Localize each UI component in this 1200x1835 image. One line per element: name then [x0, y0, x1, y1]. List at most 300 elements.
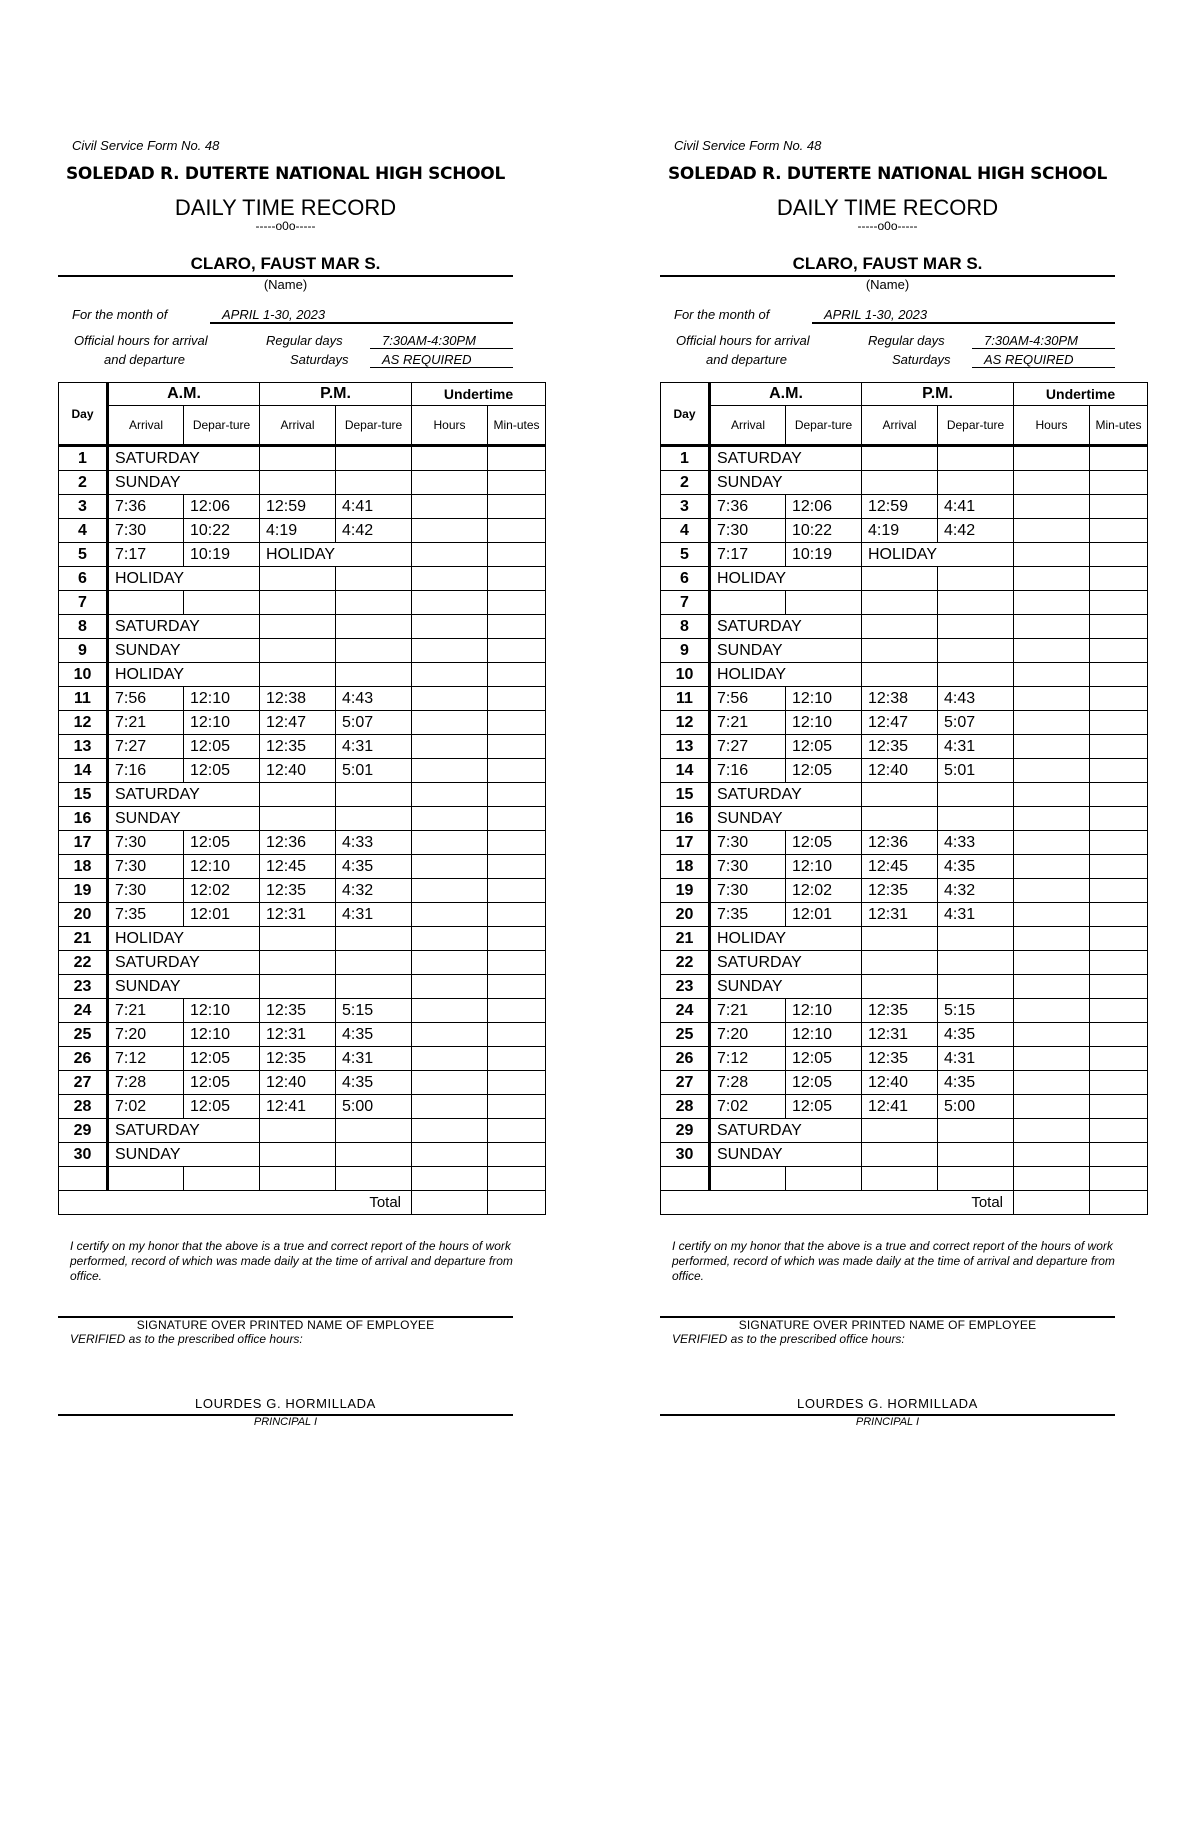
day-cell: 7 — [661, 591, 710, 615]
day-cell: 23 — [661, 975, 710, 999]
table-header-row — [661, 383, 1148, 406]
pm-departure-cell: 5:07 — [938, 711, 1014, 735]
total-row — [59, 1191, 546, 1215]
undertime-minutes-cell — [1090, 1047, 1148, 1071]
day-cell: 14 — [59, 759, 108, 783]
day-note: SATURDAY — [710, 446, 862, 471]
principal-title: PRINCIPAL I — [253, 1416, 318, 1428]
pm-note: HOLIDAY — [260, 543, 412, 567]
undertime-minutes-cell — [1090, 495, 1148, 519]
undertime-minutes-cell — [488, 1119, 546, 1143]
day-cell: 22 — [661, 951, 710, 975]
am-arrival-cell: 7:21 — [710, 711, 786, 735]
undertime-minutes-cell — [1090, 1095, 1148, 1119]
day-note: SUNDAY — [108, 639, 260, 663]
pm-departure-header: Depar-ture — [336, 406, 412, 446]
undertime-hours-cell — [412, 495, 488, 519]
pm-departure-cell — [938, 975, 1014, 999]
undertime-minutes-cell — [1090, 831, 1148, 855]
undertime-hours-cell — [1014, 591, 1090, 615]
day-cell — [59, 1167, 108, 1191]
table-body — [59, 383, 546, 1215]
table-row — [59, 759, 546, 783]
day-note: SATURDAY — [108, 951, 260, 975]
undertime-minutes-cell — [1090, 759, 1148, 783]
undertime-minutes-cell — [1090, 1071, 1148, 1095]
title-separator: -----o0o----- — [255, 219, 316, 233]
day-note: SUNDAY — [710, 471, 862, 495]
day-cell: 2 — [59, 471, 108, 495]
day-cell: 16 — [661, 807, 710, 831]
table-row — [661, 471, 1148, 495]
table-row — [59, 1143, 546, 1167]
am-arrival-cell: 7:30 — [710, 879, 786, 903]
am-arrival-cell: 7:17 — [710, 543, 786, 567]
pm-departure-cell — [336, 1119, 412, 1143]
official-hours-label-2: and departure — [706, 352, 787, 367]
school-name: SOLEDAD R. DUTERTE NATIONAL HIGH SCHOOL — [65, 164, 505, 184]
pm-arrival-cell — [862, 446, 938, 471]
pm-departure-cell: 5:00 — [938, 1095, 1014, 1119]
table-row — [661, 687, 1148, 711]
undertime-hours-cell — [1014, 687, 1090, 711]
undertime-hours-cell — [412, 831, 488, 855]
undertime-hours-cell — [1014, 495, 1090, 519]
am-departure-cell: 12:05 — [184, 1071, 260, 1095]
undertime-minutes-cell — [488, 999, 546, 1023]
pm-departure-cell — [938, 1119, 1014, 1143]
pm-arrival-cell — [260, 807, 336, 831]
am-arrival-cell: 7:21 — [108, 999, 184, 1023]
am-arrival-cell: 7:12 — [710, 1047, 786, 1071]
undertime-minutes-cell — [488, 879, 546, 903]
undertime-hours-cell — [412, 903, 488, 927]
day-note: SUNDAY — [108, 807, 260, 831]
pm-departure-cell — [938, 783, 1014, 807]
am-departure-cell: 10:22 — [184, 519, 260, 543]
am-departure-cell: 12:01 — [786, 903, 862, 927]
am-departure-cell — [184, 1167, 260, 1191]
time-record-table — [660, 382, 1148, 1215]
day-cell: 4 — [661, 519, 710, 543]
pm-departure-cell: 4:31 — [938, 735, 1014, 759]
am-arrival-cell: 7:35 — [710, 903, 786, 927]
pm-departure-cell — [336, 567, 412, 591]
page-title: DAILY TIME RECORD — [174, 195, 397, 220]
undertime-hours-cell — [1014, 783, 1090, 807]
undertime-minutes-cell — [1090, 1023, 1148, 1047]
pm-arrival-cell: 12:31 — [862, 903, 938, 927]
table-row — [59, 1071, 546, 1095]
pm-arrival-cell: 12:35 — [260, 1047, 336, 1071]
certification-text: I certify on my honor that the above is a true and correct report of the hours of work performed, record of which was made daily at the time of arrival and departure from office. — [70, 1239, 513, 1283]
table-row — [59, 615, 546, 639]
table-row — [661, 543, 1148, 567]
certification-text: I certify on my honor that the above is a true and correct report of the hours of work performed, record of which was made daily at the time of arrival and departure from office. — [672, 1239, 1115, 1283]
pm-departure-cell: 4:35 — [938, 1023, 1014, 1047]
am-departure-cell: 12:06 — [786, 495, 862, 519]
pm-arrival-cell — [260, 783, 336, 807]
pm-arrival-cell: 12:31 — [862, 1023, 938, 1047]
day-cell: 26 — [59, 1047, 108, 1071]
pm-arrival-cell: 12:47 — [862, 711, 938, 735]
undertime-minutes-cell — [1090, 591, 1148, 615]
pm-arrival-cell — [260, 446, 336, 471]
undertime-hours-cell — [1014, 639, 1090, 663]
day-note: SUNDAY — [710, 1143, 862, 1167]
minutes-header: Min-utes — [488, 406, 546, 446]
pm-arrival-cell: 12:35 — [260, 879, 336, 903]
table-row — [59, 663, 546, 687]
undertime-minutes-cell — [1090, 1143, 1148, 1167]
pm-arrival-cell: 12:59 — [862, 495, 938, 519]
undertime-hours-cell — [412, 1143, 488, 1167]
day-cell: 20 — [59, 903, 108, 927]
pm-departure-cell — [938, 639, 1014, 663]
undertime-hours-cell — [412, 1119, 488, 1143]
table-row — [661, 1047, 1148, 1071]
table-row — [661, 711, 1148, 735]
school-name: SOLEDAD R. DUTERTE NATIONAL HIGH SCHOOL — [667, 164, 1107, 184]
month-label: For the month of — [72, 307, 168, 322]
pm-departure-cell: 4:35 — [938, 1071, 1014, 1095]
undertime-hours-cell — [1014, 1047, 1090, 1071]
table-row — [661, 879, 1148, 903]
table-row — [59, 639, 546, 663]
day-note: SATURDAY — [108, 783, 260, 807]
day-cell: 30 — [661, 1143, 710, 1167]
undertime-minutes-cell — [488, 471, 546, 495]
day-cell: 25 — [661, 1023, 710, 1047]
pm-arrival-cell: 12:35 — [260, 999, 336, 1023]
am-departure-cell: 12:05 — [786, 759, 862, 783]
am-arrival-cell: 7:30 — [710, 831, 786, 855]
regular-days-label: Regular days — [266, 333, 343, 348]
table-row — [59, 855, 546, 879]
undertime-minutes-cell — [1090, 927, 1148, 951]
table-row — [661, 807, 1148, 831]
undertime-hours-cell — [412, 783, 488, 807]
day-cell: 26 — [661, 1047, 710, 1071]
day-note: SATURDAY — [710, 951, 862, 975]
pm-departure-cell — [938, 591, 1014, 615]
table-row — [661, 1143, 1148, 1167]
undertime-hours-cell — [1014, 975, 1090, 999]
pm-departure-cell: 5:15 — [336, 999, 412, 1023]
pm-departure-cell: 4:35 — [336, 1071, 412, 1095]
undertime-hours-cell — [1014, 759, 1090, 783]
day-cell: 27 — [59, 1071, 108, 1095]
day-cell: 6 — [661, 567, 710, 591]
table-row — [661, 975, 1148, 999]
undertime-minutes-cell — [488, 783, 546, 807]
undertime-hours-cell — [1014, 567, 1090, 591]
pm-departure-cell: 4:32 — [938, 879, 1014, 903]
day-header: Day — [59, 383, 108, 446]
am-arrival-cell: 7:12 — [108, 1047, 184, 1071]
am-departure-cell: 12:10 — [786, 687, 862, 711]
day-cell: 2 — [661, 471, 710, 495]
day-cell: 5 — [661, 543, 710, 567]
undertime-minutes-cell — [1090, 471, 1148, 495]
undertime-minutes-cell — [488, 759, 546, 783]
undertime-minutes-cell — [488, 1095, 546, 1119]
pm-departure-cell — [336, 783, 412, 807]
undertime-hours-cell — [1014, 879, 1090, 903]
undertime-hours-cell — [1014, 711, 1090, 735]
am-arrival-cell: 7:02 — [710, 1095, 786, 1119]
day-cell: 1 — [59, 446, 108, 471]
day-cell: 10 — [661, 663, 710, 687]
undertime-hours-cell — [412, 927, 488, 951]
pm-departure-header: Depar-ture — [938, 406, 1014, 446]
undertime-hours-cell — [412, 567, 488, 591]
am-departure-cell: 12:05 — [786, 831, 862, 855]
form-number: Civil Service Form No. 48 — [674, 138, 822, 153]
undertime-hours-cell — [1014, 615, 1090, 639]
pm-departure-cell: 4:31 — [938, 1047, 1014, 1071]
am-departure-cell: 12:10 — [184, 999, 260, 1023]
undertime-minutes-cell — [1090, 999, 1148, 1023]
regular-days-value: 7:30AM-4:30PM — [370, 333, 513, 349]
day-cell: 11 — [59, 687, 108, 711]
am-departure-cell: 12:05 — [786, 735, 862, 759]
undertime-minutes-cell — [488, 446, 546, 471]
am-departure-header: Depar-ture — [184, 406, 260, 446]
table-row — [59, 567, 546, 591]
am-departure-cell: 12:05 — [184, 735, 260, 759]
undertime-hours-cell — [412, 663, 488, 687]
pm-arrival-cell — [862, 591, 938, 615]
undertime-hours-cell — [412, 855, 488, 879]
pm-departure-cell: 5:01 — [938, 759, 1014, 783]
pm-departure-cell — [938, 951, 1014, 975]
pm-arrival-cell: 12:31 — [260, 1023, 336, 1047]
pm-departure-cell: 5:00 — [336, 1095, 412, 1119]
undertime-hours-cell — [412, 1071, 488, 1095]
day-cell: 24 — [661, 999, 710, 1023]
am-departure-cell: 12:05 — [184, 1095, 260, 1119]
undertime-hours-cell — [1014, 1023, 1090, 1047]
verified-text: VERIFIED as to the prescribed office hours: — [672, 1332, 905, 1346]
undertime-hours-cell — [1014, 1119, 1090, 1143]
pm-departure-cell: 4:41 — [938, 495, 1014, 519]
am-arrival-cell — [710, 591, 786, 615]
am-arrival-cell — [710, 1167, 786, 1191]
pm-arrival-cell — [862, 615, 938, 639]
total-label: Total — [661, 1191, 1014, 1215]
total-row — [661, 1191, 1148, 1215]
pm-departure-cell — [938, 927, 1014, 951]
pm-arrival-cell — [260, 591, 336, 615]
undertime-hours-cell — [1014, 903, 1090, 927]
pm-arrival-cell — [260, 951, 336, 975]
pm-arrival-cell — [260, 1119, 336, 1143]
day-note: SUNDAY — [710, 975, 862, 999]
pm-arrival-cell — [862, 927, 938, 951]
table-row-blank — [661, 1167, 1148, 1191]
day-cell: 15 — [661, 783, 710, 807]
pm-departure-cell — [336, 927, 412, 951]
pm-arrival-cell: 4:19 — [862, 519, 938, 543]
am-departure-cell: 10:19 — [786, 543, 862, 567]
table-row — [661, 663, 1148, 687]
saturdays-label: Saturdays — [290, 352, 349, 367]
undertime-hours-cell — [1014, 663, 1090, 687]
pm-arrival-cell — [862, 1143, 938, 1167]
pm-departure-cell: 5:15 — [938, 999, 1014, 1023]
am-departure-cell: 12:10 — [786, 711, 862, 735]
undertime-hours-cell — [1014, 927, 1090, 951]
day-cell: 30 — [59, 1143, 108, 1167]
pm-arrival-cell — [862, 975, 938, 999]
pm-arrival-cell: 12:35 — [862, 879, 938, 903]
day-note: SUNDAY — [108, 1143, 260, 1167]
day-cell: 14 — [661, 759, 710, 783]
day-cell: 10 — [59, 663, 108, 687]
pm-note: HOLIDAY — [862, 543, 1014, 567]
minutes-header: Min-utes — [1090, 406, 1148, 446]
pm-departure-cell — [938, 807, 1014, 831]
pm-arrival-cell: 12:38 — [260, 687, 336, 711]
am-departure-cell: 12:06 — [184, 495, 260, 519]
day-cell: 13 — [59, 735, 108, 759]
am-arrival-cell: 7:30 — [108, 831, 184, 855]
am-arrival-cell: 7:36 — [710, 495, 786, 519]
am-arrival-cell: 7:27 — [108, 735, 184, 759]
undertime-hours-cell — [412, 999, 488, 1023]
table-row — [661, 567, 1148, 591]
day-cell: 9 — [59, 639, 108, 663]
day-cell: 19 — [59, 879, 108, 903]
undertime-minutes-cell — [488, 567, 546, 591]
day-cell: 22 — [59, 951, 108, 975]
pm-departure-cell: 4:31 — [336, 735, 412, 759]
pm-arrival-header: Arrival — [862, 406, 938, 446]
table-subheader-row — [59, 406, 546, 446]
name-caption: (Name) — [865, 277, 910, 292]
undertime-minutes-cell — [1090, 735, 1148, 759]
day-note: HOLIDAY — [710, 927, 862, 951]
regular-days-value: 7:30AM-4:30PM — [972, 333, 1115, 349]
pm-arrival-cell — [260, 615, 336, 639]
am-arrival-cell: 7:36 — [108, 495, 184, 519]
day-note: SATURDAY — [108, 446, 260, 471]
pm-departure-cell: 4:35 — [938, 855, 1014, 879]
am-arrival-cell: 7:56 — [710, 687, 786, 711]
table-row — [59, 591, 546, 615]
am-arrival-cell: 7:17 — [108, 543, 184, 567]
undertime-minutes-cell — [488, 927, 546, 951]
day-cell: 6 — [59, 567, 108, 591]
pm-departure-cell: 4:43 — [938, 687, 1014, 711]
day-cell: 12 — [59, 711, 108, 735]
table-row — [661, 1095, 1148, 1119]
day-cell: 3 — [661, 495, 710, 519]
pm-arrival-cell: 12:41 — [260, 1095, 336, 1119]
am-arrival-cell: 7:30 — [108, 879, 184, 903]
title-separator: -----o0o----- — [857, 219, 918, 233]
time-record-table — [58, 382, 546, 1215]
table-row — [661, 999, 1148, 1023]
page-title: DAILY TIME RECORD — [776, 195, 999, 220]
month-value: APRIL 1-30, 2023 — [210, 307, 513, 324]
undertime-minutes-cell — [1090, 687, 1148, 711]
undertime-minutes-cell — [488, 831, 546, 855]
table-row — [59, 735, 546, 759]
am-departure-cell: 12:10 — [184, 1023, 260, 1047]
table-subheader-row — [661, 406, 1148, 446]
pm-departure-cell: 4:42 — [938, 519, 1014, 543]
pm-departure-cell: 4:35 — [336, 1023, 412, 1047]
signature-caption: SIGNATURE OVER PRINTED NAME OF EMPLOYEE — [136, 1318, 435, 1332]
table-row — [59, 471, 546, 495]
day-note: SUNDAY — [108, 975, 260, 999]
pm-arrival-cell — [260, 975, 336, 999]
day-cell: 15 — [59, 783, 108, 807]
table-row — [59, 879, 546, 903]
am-departure-cell: 12:05 — [786, 1071, 862, 1095]
undertime-minutes-cell — [1090, 615, 1148, 639]
table-row — [59, 1047, 546, 1071]
am-arrival-cell: 7:30 — [710, 519, 786, 543]
day-cell: 5 — [59, 543, 108, 567]
undertime-minutes-cell — [1090, 855, 1148, 879]
table-row — [59, 543, 546, 567]
undertime-minutes-cell — [488, 903, 546, 927]
pm-arrival-cell: 12:45 — [862, 855, 938, 879]
undertime-minutes-cell — [1090, 446, 1148, 471]
pm-arrival-cell — [862, 1167, 938, 1191]
am-arrival-cell: 7:28 — [108, 1071, 184, 1095]
undertime-minutes-cell — [488, 951, 546, 975]
undertime-hours-cell — [412, 471, 488, 495]
undertime-minutes-cell — [488, 639, 546, 663]
undertime-hours-cell — [1014, 735, 1090, 759]
month-row — [58, 307, 546, 333]
pm-departure-cell — [336, 615, 412, 639]
undertime-minutes-cell — [488, 687, 546, 711]
pm-arrival-cell — [260, 1143, 336, 1167]
table-row — [59, 446, 546, 471]
name-caption: (Name) — [263, 277, 308, 292]
undertime-hours-cell — [412, 975, 488, 999]
day-cell: 20 — [661, 903, 710, 927]
undertime-hours-cell — [1014, 951, 1090, 975]
undertime-hours-cell — [1014, 1143, 1090, 1167]
table-row — [59, 927, 546, 951]
principal-name: LOURDES G. HORMILLADA — [195, 1396, 376, 1411]
undertime-minutes-cell — [1090, 951, 1148, 975]
pm-departure-cell — [938, 663, 1014, 687]
undertime-hours-cell — [1014, 446, 1090, 471]
pm-arrival-cell — [260, 567, 336, 591]
pm-arrival-cell: 12:35 — [862, 999, 938, 1023]
am-departure-cell: 12:05 — [786, 1047, 862, 1071]
pm-arrival-cell — [260, 1167, 336, 1191]
pm-departure-cell — [938, 615, 1014, 639]
table-row — [661, 759, 1148, 783]
pm-header: P.M. — [862, 383, 1014, 406]
official-hours-label-2: and departure — [104, 352, 185, 367]
month-label: For the month of — [674, 307, 770, 322]
undertime-hours-cell — [1014, 1167, 1090, 1191]
pm-departure-cell — [336, 1167, 412, 1191]
table-row — [59, 951, 546, 975]
am-departure-cell: 10:19 — [184, 543, 260, 567]
undertime-minutes-cell — [1090, 1119, 1148, 1143]
undertime-minutes-cell — [488, 591, 546, 615]
